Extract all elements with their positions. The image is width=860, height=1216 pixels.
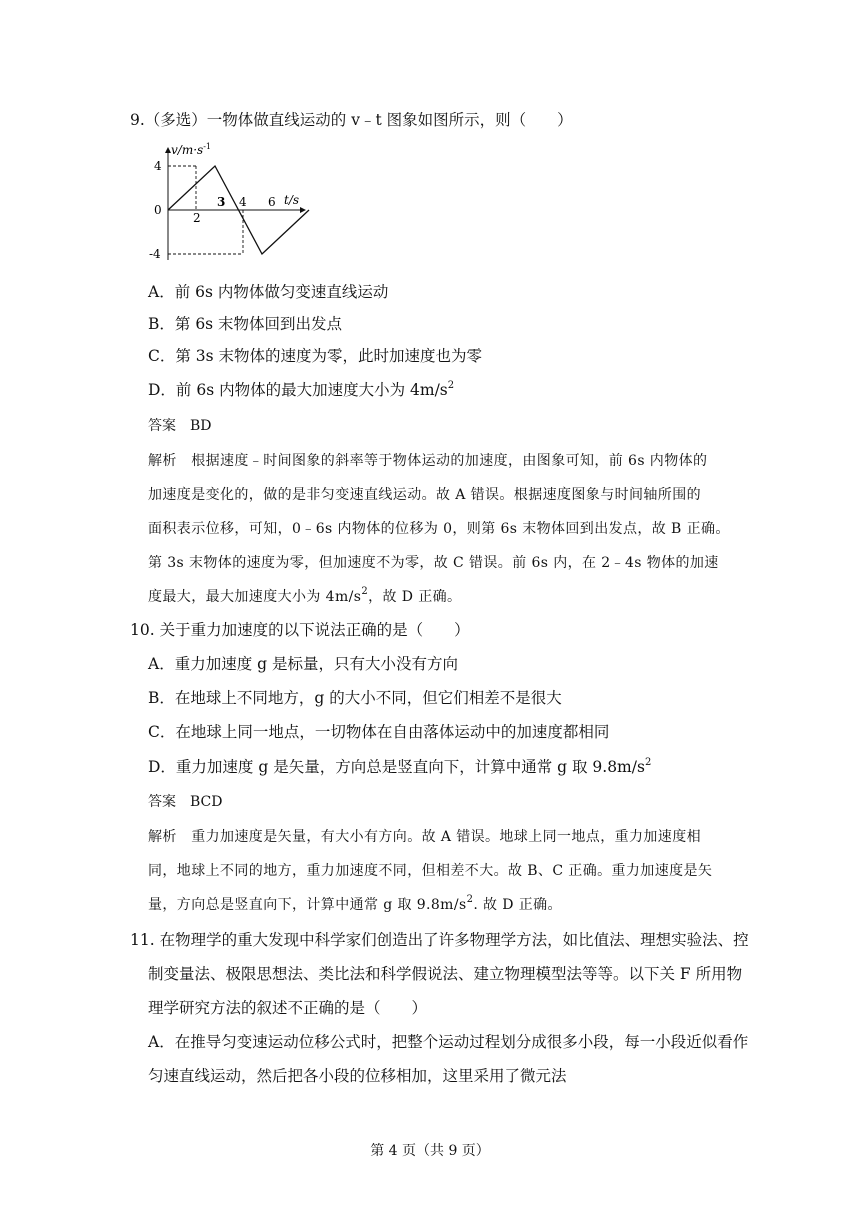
q11-stem-line-2: 制变量法、极限思想法、类比法和科学假说法、建立物理模型法等等。以下关 F 所用物 [148, 965, 743, 983]
y-tick-0: 0 [154, 203, 162, 217]
q10-option-c: C．在地球上同一地点，一切物体在自由落体运动中的加速度都相同 [148, 723, 610, 741]
y-tick-neg4: -4 [149, 247, 161, 261]
x-tick-4: 4 [239, 195, 247, 209]
q10-analysis-line-1: 解析 重力加速度是矢量，有大小有方向。故 A 错误。地球上同一地点，重力加速度相 [148, 829, 702, 845]
q9-option-c: C．第 3s 末物体的速度为零，此时加速度也为零 [148, 347, 483, 365]
q10-stem: 10. 关于重力加速度的以下说法正确的是（ ） [130, 621, 470, 639]
q10-option-b: B．在地球上不同地方，g 的大小不同，但它们相差不是很大 [148, 689, 562, 707]
q9-option-d: D．前 6s 内物体的最大加速度大小为 $4m/s^2$ [148, 380, 455, 399]
q10-analysis-line-3: 量，方向总是竖直向下，计算中通常 g 取 $9.8m/s^2$. 故 D 正确。 [148, 894, 562, 913]
q10-option-d: D．重力加速度 g 是矢量，方向总是竖直向下，计算中通常 g 取 $9.8m/s^2$ [148, 757, 652, 776]
q11-option-a-line-1: A．在推导匀变速运动位移公式时，把整个运动过程划分成很多小段，每一小段近似看作 [148, 1033, 749, 1051]
q9-stem: 9.（多选）一物体做直线运动的 v﹣t 图象如图所示，则（ ） [130, 111, 573, 129]
y-axis-label: $v/m\cdot s^{-1}$ [171, 142, 211, 157]
q9-option-b: B．第 6s 末物体回到出发点 [148, 315, 343, 333]
q11-stem-line-1: 11. 在物理学的重大发现中科学家们创造出了许多物理学方法，如比值法、理想实验法、控 [130, 931, 749, 949]
page-footer: 第 4 页（共 9 页） [370, 1143, 490, 1159]
q9-analysis-line-3: 面积表示位移，可知，0﹣6s 内物体的位移为 0，则第 6s 末物体回到出发点，故 B 正确。 [148, 521, 730, 537]
q11-stem-line-3: 理学研究方法的叙述不正确的是（ ） [148, 999, 428, 1017]
q9-analysis-line-2: 加速度是变化的，做的是非匀变速直线运动。故 A 错误。根据速度图象与时间轴所围的 [148, 487, 702, 503]
q9-answer: 答案 BD [148, 418, 212, 434]
vt-graph [140, 140, 320, 270]
q10-answer: 答案 BCD [148, 794, 223, 810]
y-tick-4: 4 [154, 159, 162, 173]
q9-analysis-line-1: 解析 根据速度﹣时间图象的斜率等于物体运动的加速度，由图象可知，前 6s 内物体的 [148, 453, 708, 469]
x-tick-2: 2 [193, 211, 201, 225]
q9-analysis-line-5: 度最大，最大加速度大小为 $4m/s^2$，故 D 正确。 [148, 586, 462, 605]
x-axis-label: t/s [284, 193, 300, 207]
x-tick-6: 6 [268, 195, 276, 209]
q10-option-a: A．重力加速度 g 是标量，只有大小没有方向 [148, 655, 458, 673]
x-tick-3: 3 [217, 195, 226, 209]
q11-option-a-line-2: 匀速直线运动，然后把各小段的位移相加，这里采用了微元法 [148, 1067, 567, 1085]
q9-analysis-line-4: 第 3s 末物体的速度为零，但加速度不为零，故 C 错误。前 6s 内，在 2﹣4s 物体的加速 [148, 555, 719, 571]
q9-option-a: A．前 6s 内物体做匀变速直线运动 [148, 283, 389, 301]
q10-analysis-line-2: 同，地球上不同的地方，重力加速度不同，但相差不大。故 B、C 正确。重力加速度是矢 [148, 863, 713, 879]
